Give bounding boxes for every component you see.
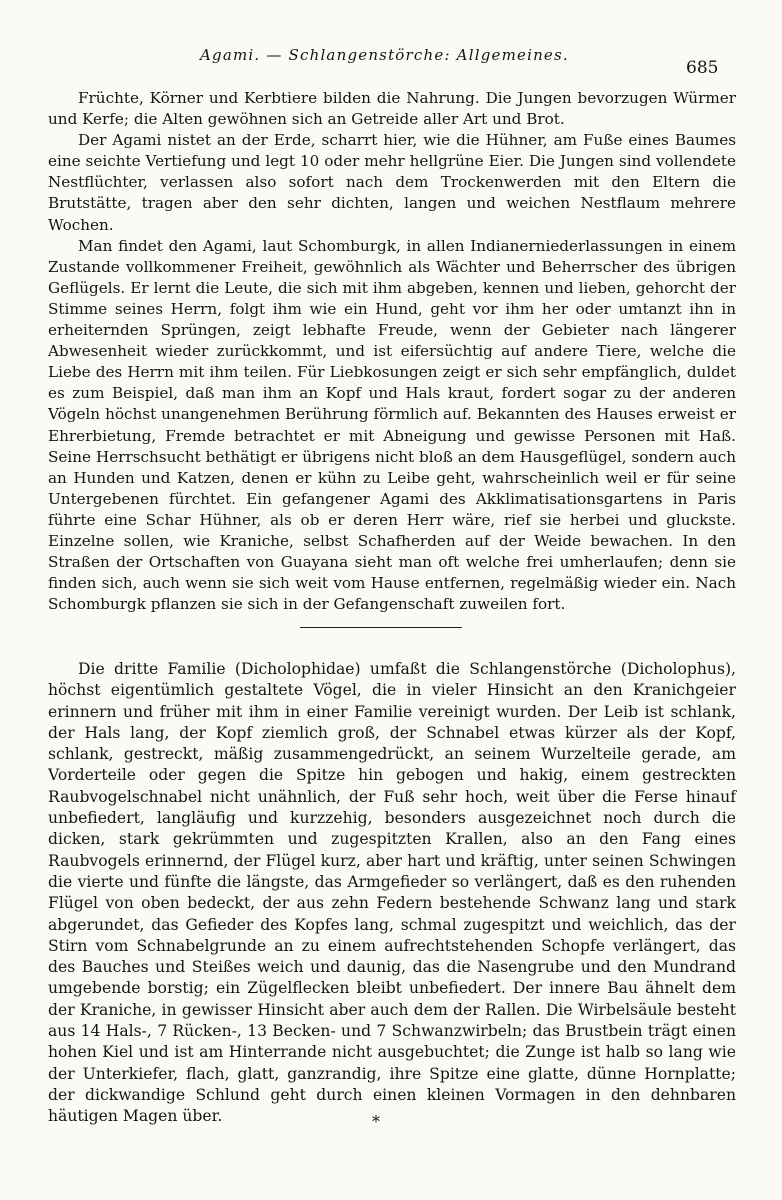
section-dicholophidae (48, 659, 736, 1128)
paragraph: Der Agami nistet an der Erde, scharrt hier, wie die Hühner, am Fuße eines Baumes eine seichte Vertiefung und legt 10 oder mehr hellgrüne Eier. Die Jungen sind vollendete Nestflüchter, verlassen also sofort nach dem Trockenwerden mit den Eltern die Brutstätte, tragen aber den sehr dichten, langen und weichen Nestflaum mehrere Wochen. (48, 131, 736, 234)
end-ornament: * (372, 1112, 380, 1131)
page-number: 685 (686, 58, 719, 78)
paragraph: Früchte, Körner und Kerbtiere bilden die Nahrung. Die Jungen bevorzugen Würmer und Kerfe; die Alten gewöhnen sich an Getreide aller Art und Brot. (48, 89, 736, 129)
paragraph: Die dritte Familie (Dicholophidae) umfaßt die Schlangenstörche (Dicholophus), höchst eigentümlich gestaltete Vögel, die in vieler Hinsicht an den Kranichgeier erinnern und früher mit ihm in einer Familie vereinigt wurden. Der Leib ist schlank, der Hals lang, der Kopf ziemlich groß, der Schnabel etwas kürzer als der Kopf, schlank, gestreckt, mäßig zusammengedrückt, an seinem Wurzelteile gerade, am Vorderteile oder gegen die Spitze hin gebogen und hakig, einem gestreckten Raubvogelschnabel nicht unähnlich, der Fuß sehr hoch, weit über die Ferse hinauf unbefiedert, langläufig und kurzzehig, besonders ausgezeichnet noch durch die dicken, stark gekrümmten und zugespitzten Krallen, also an den Fang eines Raubvogels erinnernd, der Flügel kurz, aber hart und kräftig, unter seinen Schwingen die vierte und fünfte die längste, das Armgefieder so verlängert, daß es den ruhenden Flügel von oben bedeckt, der aus zehn Federn bestehende Schwanz lang und stark abgerundet, das Gefieder des Kopfes lang, schmal zugespitzt und weichlich, das der Stirn vom Schnabelgrunde an zu einem aufrechtstehenden Schopfe verlängert, das des Bauches und Steißes weich und daunig, das die Nasengrube und den Mundrand umgebende borstig; ein Zügelflecken bleibt unbefiedert. Der innere Bau ähnelt dem der Kraniche, in gewisser Hinsicht aber auch dem der Rallen. Die Wirbelsäule besteht aus 14 Hals-, 7 Rücken-, 13 Becken- und 7 Schwanzwirbeln; das Brustbein trägt einen hohen Kiel und ist am Hinterrande nicht ausgebuchtet; die Zunge ist halb so lang wie der Unterkiefer, flach, glatt, ganzrandig, ihre Spitze eine glatte, dünne Hornplatte; der dickwandige Schlund geht durch einen kleinen Vormagen in den dehnbaren häutigen Magen über. (48, 660, 736, 1126)
page-header (0, 44, 782, 78)
section-divider (300, 627, 462, 628)
running-head: Agami. — Schlangenstörche: Allgemeines. (200, 46, 569, 64)
section-agami (48, 88, 736, 615)
paragraph: Man findet den Agami, laut Schomburgk, in allen Indianerniederlassungen in einem Zustande vollkommener Freiheit, gewöhnlich als Wächter und Beherrscher des übrigen Geflügels. Er lernt die Leute, die sich mit ihm abgeben, kennen und lieben, gehorcht der Stimme seines Herrn, folgt ihm wie ein Hund, geht vor ihm her oder umtanzt ihn in erheiternden Sprüngen, zeigt lebhafte Freude, wenn der Gebieter nach längerer Abwesenheit wieder zurückkommt, und ist eifersüchtig auf andere Tiere, welche die Liebe des Herrn mit ihm teilen. Für Liebkosungen zeigt er sich sehr empfänglich, duldet es zum Beispiel, daß man ihm an Kopf und Hals kraut, fordert sogar zu der anderen Vögeln höchst unangenehmen Berührung förmlich auf. Bekannten des Hauses erweist er Ehrerbietung, Fremde betrachtet er mit Abneigung und gewisse Personen mit Haß. Seine Herrschsucht bethätigt er übrigens nicht bloß an dem Hausgeflügel, sondern auch an Hunden und Katzen, denen er kühn zu Leibe geht, wahrscheinlich weil er für seine Untergebenen fürchtet. Ein gefangener Agami des Akklimatisationsgartens in Paris führte eine Schar Hühner, als ob er deren Herr wäre, rief sie herbei und gluckste. Einzelne sollen, wie Kraniche, selbst Schafherden auf der Weide bewachen. In den Straßen der Ortschaften von Guayana sieht man oft welche frei umherlaufen; denn sie finden sich, auch wenn sie sich weit vom Hause entfernen, regelmäßig wieder ein. Nach Schomburgk pflanzen sie sich in der Gefangenschaft zuweilen fort. (48, 236, 736, 614)
